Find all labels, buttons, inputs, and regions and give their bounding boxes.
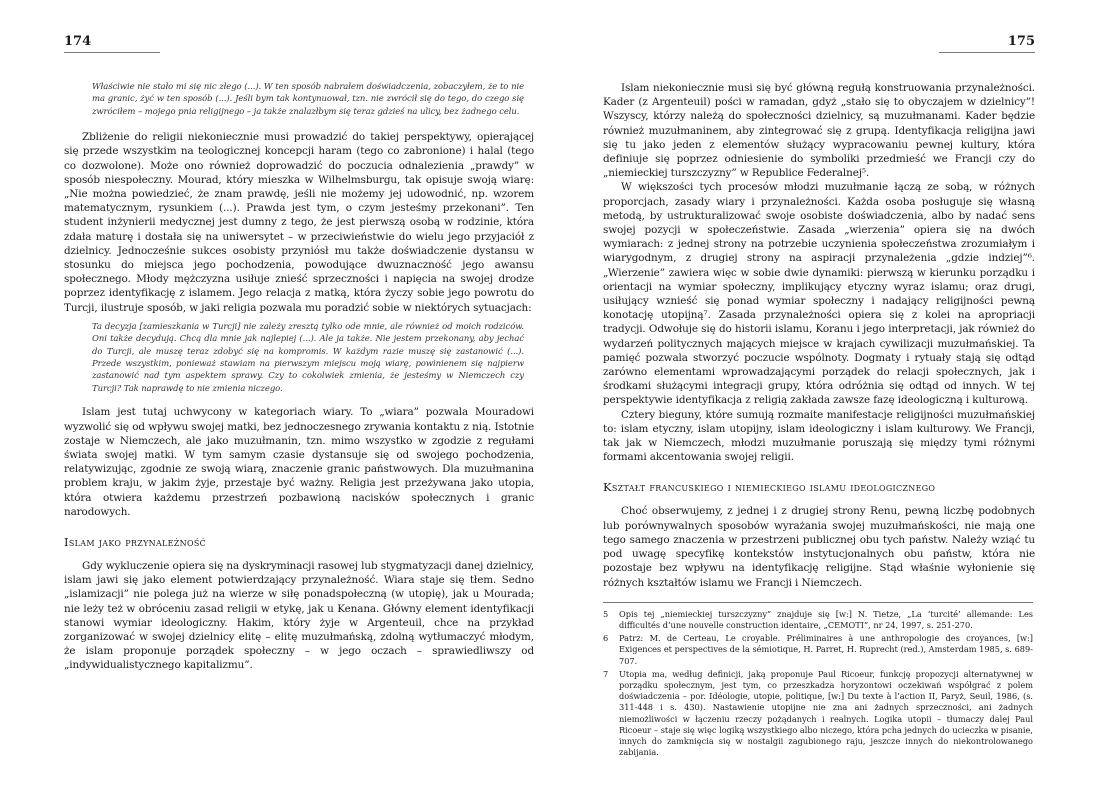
section-heading: Islam jako przynależność [64,534,207,549]
page-number-left: 174 [64,34,160,53]
footnotes [603,602,1033,759]
body-paragraph: Choć obserwujemy, z jednej i z drugiej strony Renu, pewną liczbę podobnych lub porównywalnych sposobów wyrażania swojej muzułmańskości, nie mają one tego samego znaczenia w przestrzeni publicznej obu tych państw. Należy wziąć tu pod uwagę specyfikę kontekstów instytucjonalnych obu państw, która nie pozostaje bez wpływu na identyfikację religijne. Stąd właśnie wyłonienie się różnych kształtów islamu we Francji i Niemczech. [603,505,1035,589]
right-page [603,34,1035,760]
footnote [603,633,1033,667]
footnote-number: 7 [603,668,609,679]
body-paragraph: Islam niekoniecznie musi się być główną regułą konstruowania przynależności. Kader (z Argenteuil) pości w ramadan, gdyż „stało się to obyczajem w dzielnicy”! Wszyscy, którzy należą do społeczności dzielnicy, są muzułmanami. Kader będzie również muzułmaninem, aby zintegrować się z grupą. Identyfikacja religijna jawi się tu jako jeden z elementów służący wypracowaniu pewnej kultury, która definiuje się poprzez odniesienie do symboliki przedmieść we Francji czy do „niemieckiej turszczyzny” w Republice Federalnej⁵. [603,82,1035,180]
block-quote: Właściwie nie stało mi się nic złego (...). W ten sposób nabrałem doświadczenia, zobaczyłem, że to nie ma granic, żyć w ten sposób (...). Jeśli bym tak kontynuował, tzn. nie zwrócił się do tego, do czego się zwróciłem – mojego pnia religijnego – ja także znalazłbym się teraz gdzieś na ulicy, bez żadnego celu. [92,82,524,117]
left-page [64,34,534,673]
footnote-number: 6 [603,633,609,644]
footnote [603,609,1033,631]
page-number-right: 175 [939,34,1035,53]
body-paragraph: W większości tych procesów młodzi muzułmanie łączą ze sobą, w różnych proporcjach, zasady wiary i przynależności. Każda osoba posługuje się własną metodą, by ustrukturalizować swoje osobiste doświadczenia, albo by nadać sens swojej pozycji w społeczeństwie. Zasada „wierzenia” opiera się na dwóch wymiarach: z jednej strony na potrzebie uczynienia społeczeństwa zrozumiałym i wiarygodnym, z drugiej strony na aspiracji przynależenia „gdzie indziej”⁶. „Wierzenie” zawiera więc w sobie dwie dynamiki: pierwszą w kierunku porządku i orientacji na wymiar społeczny, implikujący etyczny wyraz islamu; oraz drugi, usiłujący wznieść się ponad wymiar społeczny i nadający religijności pewną konotację utopijną⁷. Zasada przynależności opiera się z kolei na apropriacji tradycji. Odwołuje się do historii islamu, Koranu i jego interpretacji, jak również do wydarzeń politycznych mających miejsce w krajach cywilizacji muzułmańskiej. Ta pamięć pozwala stworzyć poczucie wspólnoty. Dogmaty i rytuały stają się odtąd zarówno elementami wprowadzającymi porządek do relacji społecznych, jak i środkami służącymi integracji grupy, która odróżnia się odtąd od innych. W tej perspektywie identyfikacja z religią zakłada zawsze fazę ideologiczną i kulturową. [603,181,1035,407]
footnote-text: Utopia ma, według definicji, jaką proponuje Paul Ricoeur, funkcję propozycji alternatywnej w porządku społecznym, jest tym, co przeszkadza horyzontowi oczekiwań współgrać z polem doświadczenia – por. Idéologie, utopie, politique, [w:] Du texte à l’action II, Paryż, Seuil, 1986, (s. 311-448 i s. 430). Nastawienie utopijne nie zna ani żadnych sprzeczności, ani żadnych niemożliwości w łączeniu rzeczy pożądanych i realnych. Logika utopii – tłumaczy dalej Paul Ricoeur – staje się więc logiką wszystkiego albo niczego, która pcha jednych do ucieczka w pisanie, innych do zamknięcia się w nostalgii zagubionego raju, jeszcze innych do niekontrolowanego zabijania. [619,668,1033,758]
footnote-text: Patrz: M. de Certeau, Le croyable. Préliminaires à une anthropologie des croyances, [w:] Exigences et perspectives de la sémiotique, H. Parret, H. Ruprecht (red.), Amsterdam 1985, s. 689-707. [619,633,1033,666]
body-paragraph: Gdy wykluczenie opiera się na dyskryminacji rasowej lub stygmatyzacji danej dzielnicy, islam jawi się jako element potwierdzający przynależność. Wiara staje się tłem. Sedno „islamizacji” nie polega już na wierze w siłę ponadspołeczną (w utopię), jak u Mourada; nie leży też w obróceniu zasad religii w etykę, jak u Kenana. Główny element identyfikacji stanowi wymiar ideologiczny. Hakim, który żyje w Argenteuil, chce na przykład zorganizować w swojej dzielnicy elitę – elitę muzułmańską, zdolną wytłumaczyć młodym, że islam proponuje porządek społeczny – w jego oczach – sprawiedliwszy od „indywidualistycznego kapitalizmu”. [64,559,534,672]
body-paragraph: Cztery bieguny, które sumują rozmaite manifestacje religijności muzułmańskiej to: islam etyczny, islam utopijny, islam ideologiczny i islam kulturowy. We Francji, tak jak w Niemczech, młodzi muzułmanie poruszają się między tymi różnymi formami akcentowania swojej religii. [603,408,1035,464]
footnote [603,669,1033,759]
section-heading: Kształt francuskiego i niemieckiego islamu ideologicznego [603,480,936,495]
footnote-text: Opis tej „niemieckiej turszczyzny” znajduje się [w:] N. Tietze, „La ‘turcité’ allemande: Les difficultés d’une nouvelle construction identaire, „CEMOTI”, nr 24, 1997, s. 251-270. [619,608,1033,630]
block-quote: Ta decyzja [zamieszkania w Turcji] nie zależy zresztą tylko ode mnie, ale również od moich rodziców. Oni także decydują. Chcą dla mnie jak najlepiej (...). Ale ja także. Nie jestem przekonany, aby jechać do Turcji, ale muszę teraz zdobyć się na kompromis. W każdym razie muszę się zastanowić (...). Przede wszystkim, ponieważ stawiam na pierwszym miejscu moją wiarę, powinienem się najpierw zastanowić nad tym aspektem sprawy. Czy to cokolwiek zmienia, że jesteśmy w Niemczech czy Turcji? Tak naprawdę to nie zmienia niczego. [92,321,524,394]
body-paragraph: Zbliżenie do religii niekoniecznie musi prowadzić do takiej perspektywy, opierającej się przede wszystkim na teologicznej koncepcji haram (tego co zabronione) i halal (tego co dozwolone). Może ono również doprowadzić do poczucia odnalezienia „prawdy” w sposób niespołeczny. Mourad, który mieszka w Wilhelmsburgu, tak opisuje swoją wiarę: „Nie można powiedzieć, że znam prawdę, jeśli nie możemy jej udowodnić, np. wzorem matematycznym, rysunkiem (...). Prawda jest tym, o czym jesteśmy przekonani”. Ten student inżynierii medycznej jest dumny z tego, że jest pierwszą osobą w rodzinie, która zdała maturę i dostała się na uniwersytet – w przeciwieństwie do wielu jego przyjaciół z dzielnicy. Jednocześnie sukces osobisty przyniósł mu także doświadczenie dystansu w stosunku do miejsca jego pochodzenia, powodujące dwuznaczność jego awansu społecznego. Młody mężczyzna usiłuje znieść sprzeczności i napięcia na swojej drodze poprzez identyfikację z islamem. Jego relacja z matką, która życzy sobie jego powrotu do Turcji, ilustruje sposób, w jaki religia pozwala mu poradzić sobie w niektórych sytuacjach: [64,131,534,314]
footnote-number: 5 [603,608,609,619]
body-paragraph: Islam jest tutaj uchwycony w kategoriach wiary. To „wiara” pozwala Mouradowi wyzwolić się od wpływu swojej matki, bez jednoczesnego zrywania kontaktu z nią. Istotnie zostaje w Niemczech, ale jako muzułmanin, tzn. mimo wszystko w zgodzie z regułami świata swojej matki. W tym samym czasie dystansuje się od swojego pochodzenia, relatywizując, zgodnie ze swoją wiarą, znaczenie granic państwowych. Dla muzułmanina problem kraju, w jakim żyje, przestaje być ważny. Religia jest przeżywana jako utopia, która otwiera każdemu przestrzeń pozbawioną nacisków społecznych i granic narodowych. [64,406,534,518]
